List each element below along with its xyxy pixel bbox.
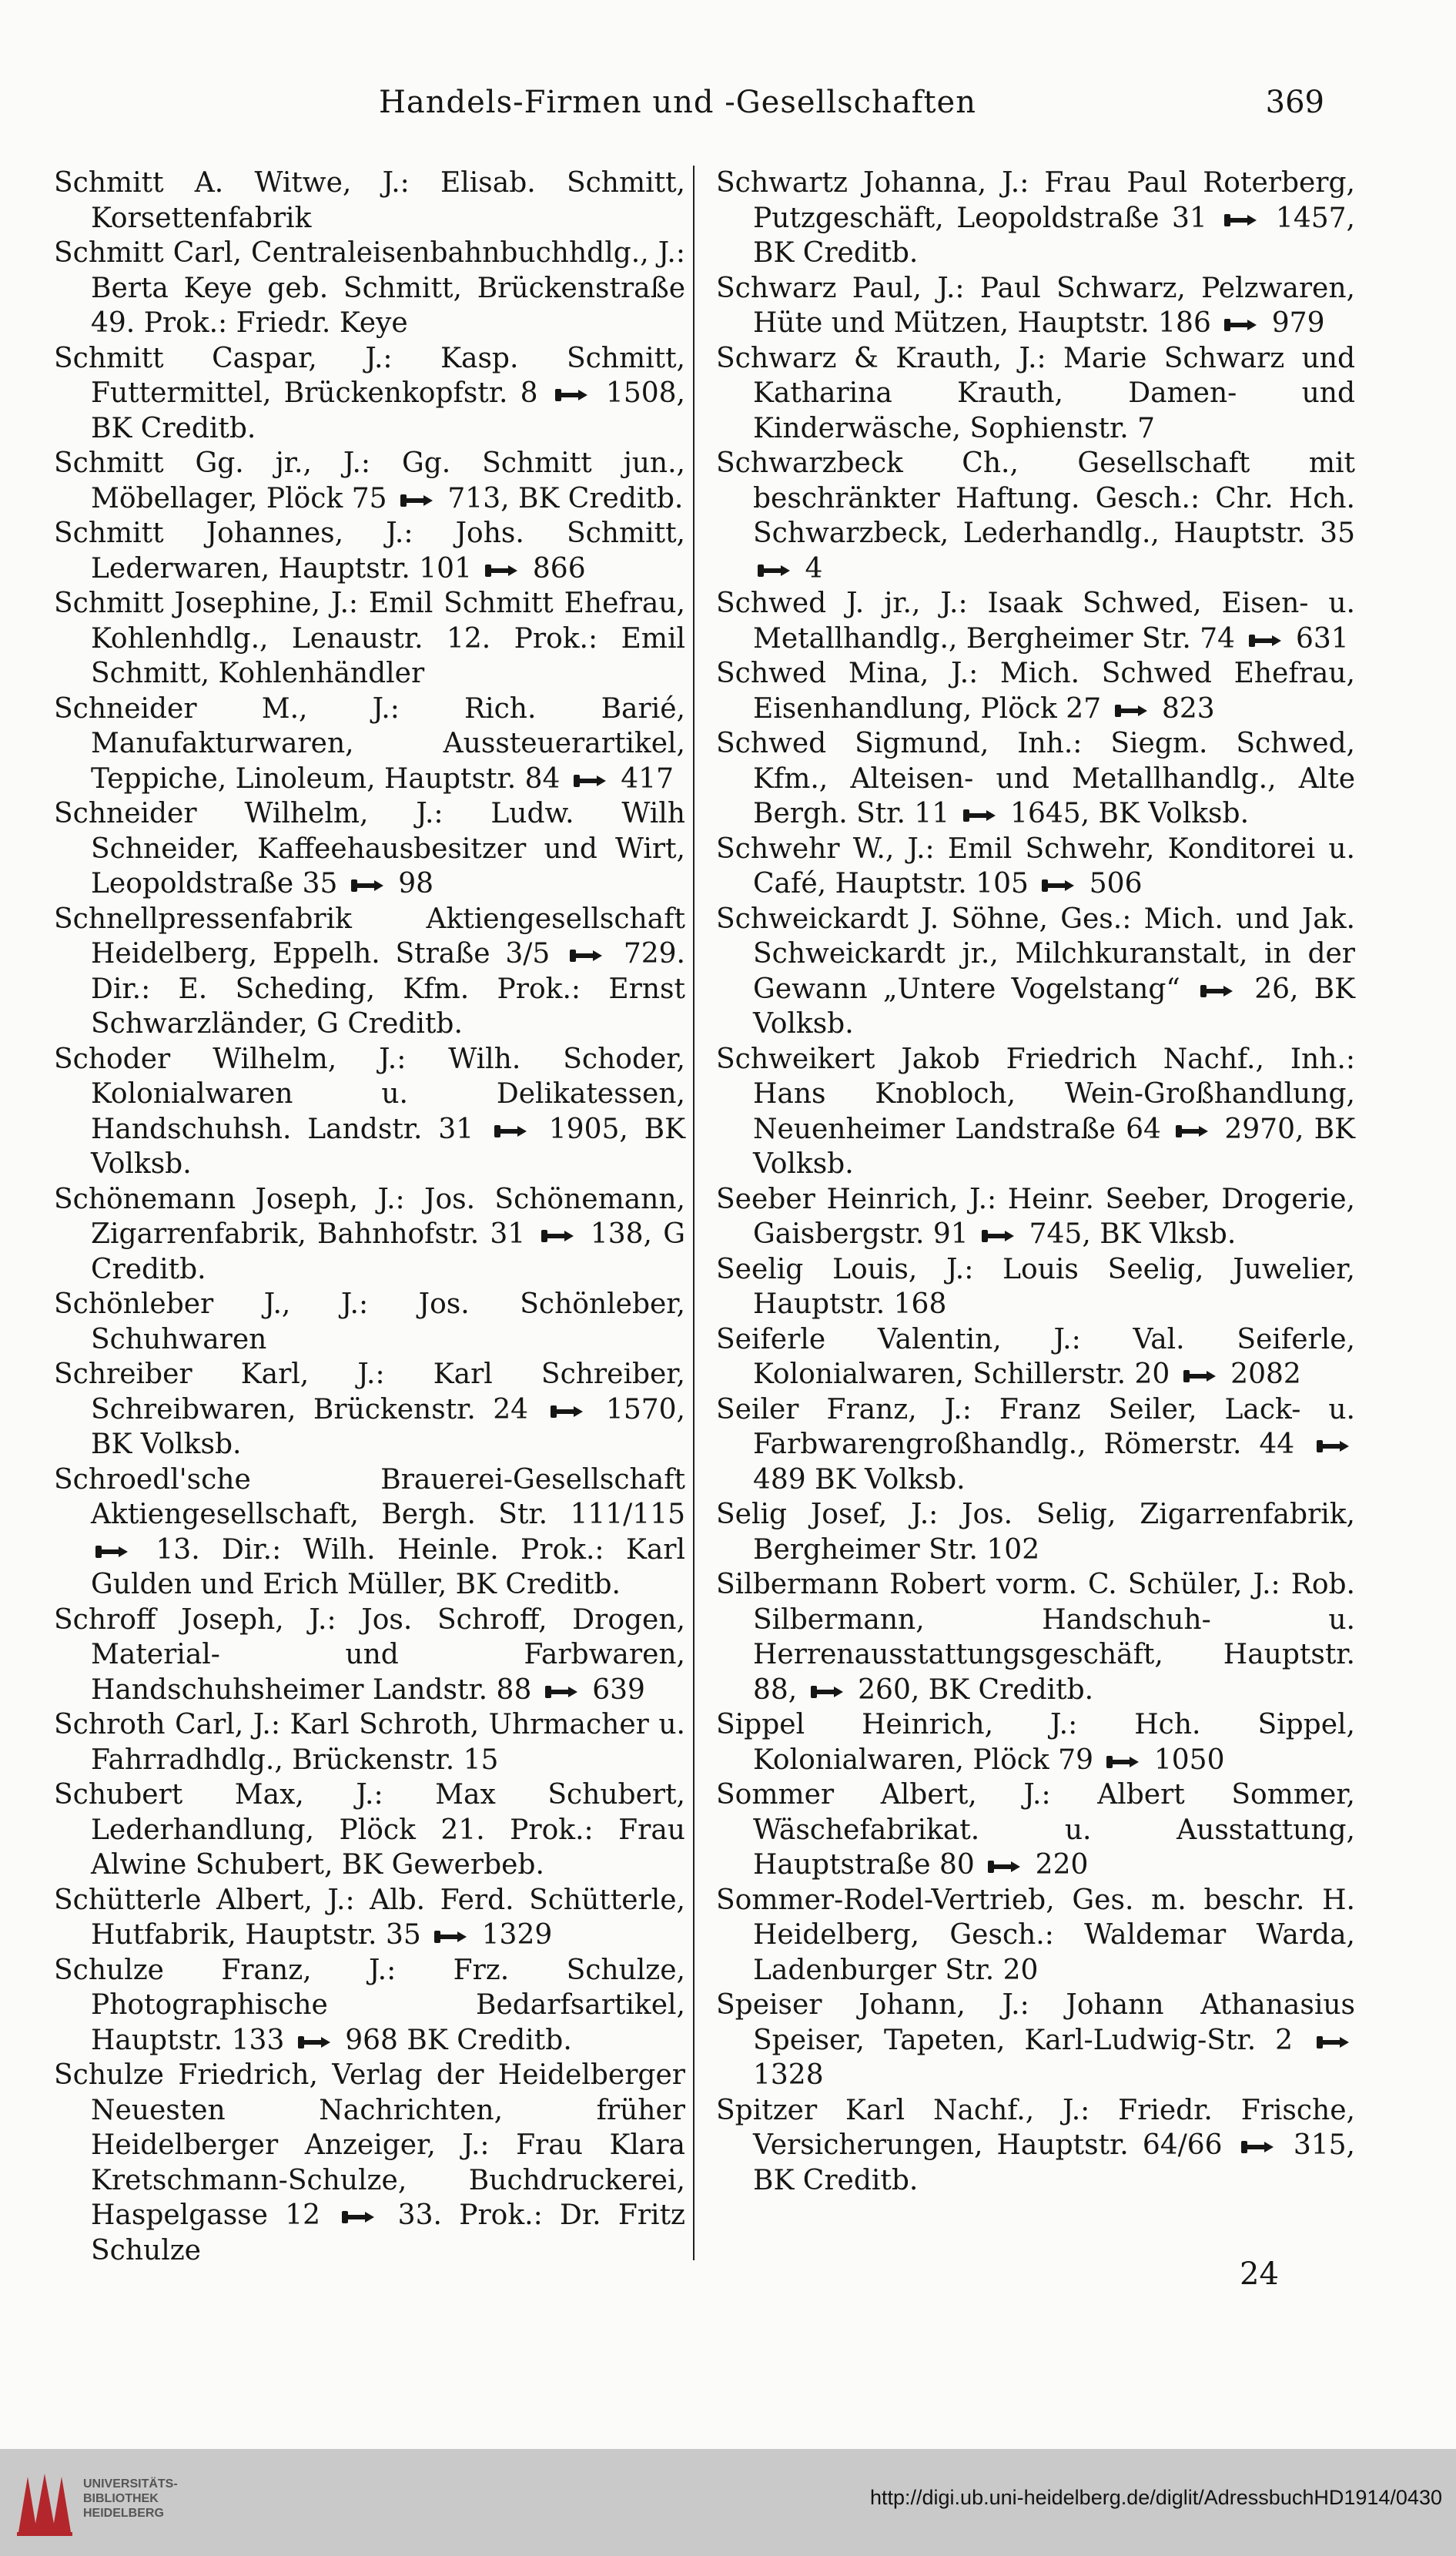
directory-entry: Seiferle Valentin, J.: Val. Seiferle, Kolonialwaren, Schillerstr. 20 2082: [716, 1323, 1355, 1390]
directory-entry: Schneider M., J.: Rich. Barié, Manufakturwaren, Aussteuerartikel, Teppiche, Linoleum, Hauptstr. 84 417: [54, 692, 685, 795]
directory-entry: Schroth Carl, J.: Karl Schroth, Uhrmacher u. Fahrradhdlg., Brückenstr. 15: [54, 1709, 685, 1776]
page-number: 369: [1265, 85, 1324, 120]
directory-entry: Schwed J. jr., J.: Isaak Schwed, Eisen- u. Metallhandlg., Bergheimer Str. 74 631: [716, 588, 1355, 655]
telephone-icon: [572, 772, 608, 789]
directory-entry: Schreiber Karl, J.: Karl Schreiber, Schreibwaren, Brückenstr. 24 1570, BK Volksb.: [54, 1358, 685, 1460]
library-name: UNIVERSITÄTS- BIBLIOTHEK HEIDELBERG: [83, 2477, 178, 2520]
directory-entry: Schwed Sigmund, Inh.: Siegm. Schwed, Kfm., Alteisen- und Metallhandlg., Alte Bergh. Str. 11 1645, BK Volksb.: [716, 728, 1355, 829]
telephone-icon: [1113, 702, 1149, 719]
telephone-icon: [1315, 2034, 1351, 2051]
directory-entry: Schwarz & Krauth, J.: Marie Schwarz und Katharina Krauth, Damen- und Kinderwäsche, Sophienstr. 7: [716, 342, 1355, 444]
directory-entry: Schwarz Paul, J.: Paul Schwarz, Pelzwaren, Hüte und Mützen, Hauptstr. 186 979: [716, 272, 1355, 339]
telephone-icon: [544, 1683, 579, 1700]
source-url-link[interactable]: http://digi.ub.uni-heidelberg.de/diglit/AdressbuchHD1914/0430: [869, 2486, 1442, 2509]
directory-entry: Sommer-Rodel-Vertrieb, Ges. m. beschr. H. Heidelberg, Gesch.: Waldemar Warda, Ladenburger Str. 20: [716, 1884, 1355, 1986]
telephone-icon: [980, 1228, 1016, 1245]
telephone-icon: [549, 1403, 584, 1420]
telephone-icon: [809, 1683, 845, 1700]
telephone-icon: [296, 2034, 332, 2051]
telephone-icon: [493, 1123, 528, 1140]
directory-entry: Schoder Wilhelm, J.: Wilh. Schoder, Kolonialwaren u. Delikatessen, Handschuhsh. Landstr. 31 1905, BK Volksb.: [54, 1043, 686, 1180]
telephone-icon: [1240, 2139, 1275, 2156]
directory-entry: Schweickardt J. Söhne, Ges.: Mich. und Jak. Schweickardt jr., Milchkuranstalt, in der Gewann „Untere Vogelstang“ 26, BK Volksb.: [716, 903, 1355, 1040]
telephone-icon: [340, 2209, 376, 2226]
directory-entry: Schnellpressenfabrik Aktiengesellschaft Heidelberg, Eppelh. Straße 3/5 729. Dir.: E. Scheding, Kfm. Prok.: Ernst Schwarzländer, G Creditb.: [54, 903, 685, 1040]
telephone-icon: [1247, 632, 1283, 649]
directory-entry: Schwed Mina, J.: Mich. Schwed Ehefrau, Eisenhandlung, Plöck 27 823: [716, 658, 1355, 725]
directory-entry: Schulze Friedrich, Verlag der Heidelberger Neuesten Nachrichten, früher Heidelberger Anzeiger, J.: Frau Klara Kretschmann-Schulze, Buchdruckerei, Haspelgasse 12 33. Prok.: Dr. Fritz Schulze: [54, 2059, 686, 2266]
directory-entry: Seeber Heinrich, J.: Heinr. Seeber, Drogerie, Gaisbergstr. 91 745, BK Vlksb.: [716, 1183, 1355, 1250]
telephone-icon: [484, 562, 519, 579]
directory-entry: Schmitt Gg. jr., J.: Gg. Schmitt jun., Möbellager, Plöck 75 713, BK Creditb.: [54, 447, 685, 514]
telephone-icon: [1174, 1123, 1210, 1140]
telephone-icon: [986, 1858, 1022, 1875]
directory-entry: Sippel Heinrich, J.: Hch. Sippel, Kolonialwaren, Plöck 79 1050: [716, 1709, 1355, 1776]
directory-entry: Schmitt Caspar, J.: Kasp. Schmitt, Futtermittel, Brückenkopfstr. 8 1508, BK Creditb.: [54, 342, 685, 444]
directory-entry: Schroff Joseph, J.: Jos. Schroff, Drogen, Material- und Farbwaren, Handschuhsheimer Landstr. 88 639: [54, 1603, 685, 1706]
page-title: Handels-Firmen und -Gesellschaften: [379, 85, 976, 120]
telephone-icon: [1040, 877, 1076, 894]
directory-entry: Speiser Johann, J.: Johann Athanasius Speiser, Tapeten, Karl-Ludwig-Str. 2 1328: [716, 1989, 1355, 2091]
directory-entry: Schwehr W., J.: Emil Schwehr, Konditorei u. Café, Hauptstr. 105 506: [716, 832, 1355, 899]
telephone-icon: [1315, 1438, 1351, 1455]
sheet-number: 24: [1240, 2256, 1279, 2292]
directory-entry: Schmitt Josephine, J.: Emil Schmitt Ehefrau, Kohlenhdlg., Lenaustr. 12. Prok.: Emil Schmitt, Kohlenhändler: [54, 588, 685, 689]
directory-entry: Seelig Louis, J.: Louis Seelig, Juwelier, Hauptstr. 168: [716, 1253, 1355, 1320]
column-divider: [693, 166, 695, 2260]
library-logo-icon[interactable]: [14, 2471, 75, 2537]
telephone-icon: [540, 1228, 575, 1245]
directory-entry: Schmitt Carl, Centraleisenbahnbuchhdlg., J.: Berta Keye geb. Schmitt, Brückenstraße 49. Prok.: Friedr. Keye: [54, 237, 685, 339]
directory-entry: Schweikert Jakob Friedrich Nachf., Inh.: Hans Knobloch, Wein-Großhandlung, Neuenheimer Landstraße 64 2970, BK Volksb.: [716, 1043, 1355, 1180]
page-header: [46, 77, 1324, 131]
directory-entry: Selig Josef, J.: Jos. Selig, Zigarrenfabrik, Bergheimer Str. 102: [716, 1499, 1355, 1566]
digitization-footer: [0, 2449, 1456, 2556]
directory-entry: Sommer Albert, J.: Albert Sommer, Wäschefabrikat. u. Ausstattung, Hauptstraße 80 220: [716, 1779, 1355, 1881]
telephone-icon: [1223, 212, 1258, 229]
telephone-icon: [756, 562, 792, 579]
telephone-icon: [962, 807, 997, 824]
directory-entry: Silbermann Robert vorm. C. Schüler, J.: Rob. Silbermann, Handschuh- u. Herrenausstattungsgeschäft, Hauptstr. 88, 260, BK Creditb.: [716, 1569, 1355, 1706]
telephone-icon: [94, 1543, 129, 1560]
telephone-icon: [350, 877, 385, 894]
telephone-icon: [433, 1928, 468, 1945]
telephone-icon: [399, 492, 434, 509]
directory-entry: Schmitt A. Witwe, J.: Elisab. Schmitt, Korsettenfabrik: [54, 167, 685, 234]
telephone-icon: [1105, 1754, 1140, 1770]
directory-entry: Schubert Max, J.: Max Schubert, Lederhandlung, Plöck 21. Prok.: Frau Alwine Schubert, BK Gewerbeb.: [54, 1779, 685, 1881]
telephone-icon: [568, 947, 604, 964]
telephone-icon: [1223, 317, 1258, 333]
directory-entry: Schönemann Joseph, J.: Jos. Schönemann, Zigarrenfabrik, Bahnhofstr. 31 138, G Creditb.: [54, 1183, 685, 1285]
directory-entry: Schönleber J., J.: Jos. Schönleber, Schuhwaren: [54, 1288, 685, 1355]
directory-entry: Schwartz Johanna, J.: Frau Paul Roterberg, Putzgeschäft, Leopoldstraße 31 1457, BK Creditb.: [716, 167, 1355, 269]
directory-entry: Schwarzbeck Ch., Gesellschaft mit beschränkter Haftung. Gesch.: Chr. Hch. Schwarzbeck, Lederhandlg., Hauptstr. 35 4: [716, 447, 1355, 585]
telephone-icon: [1199, 983, 1234, 1000]
left-column: [54, 166, 685, 2268]
directory-entry: Seiler Franz, J.: Franz Seiler, Lack- u. Farbwarengroßhandlg., Römerstr. 44 489 BK Volksb.: [716, 1393, 1355, 1496]
directory-entry: Schütterle Albert, J.: Alb. Ferd. Schütterle, Hutfabrik, Hauptstr. 35 1329: [54, 1884, 685, 1951]
directory-entry: Schneider Wilhelm, J.: Ludw. Wilh Schneider, Kaffeehausbesitzer und Wirt, Leopoldstraße 35 98: [54, 798, 685, 899]
directory-entry: Schulze Franz, J.: Frz. Schulze, Photographische Bedarfsartikel, Hauptstr. 133 968 BK Creditb.: [54, 1954, 685, 2056]
directory-entry: Schroedl'sche Brauerei-Gesellschaft Aktiengesellschaft, Bergh. Str. 111/115 13. Dir.: Wilh. Heinle. Prok.: Karl Gulden und Erich Müller, BK Creditb.: [54, 1463, 685, 1600]
telephone-icon: [554, 387, 589, 404]
directory-entry: Schmitt Johannes, J.: Johs. Schmitt, Lederwaren, Hauptstr. 101 866: [54, 518, 685, 585]
directory-entry: Spitzer Karl Nachf., J.: Friedr. Frische, Versicherungen, Hauptstr. 64/66 315, BK Creditb.: [716, 2094, 1355, 2196]
right-column: [716, 166, 1355, 2198]
telephone-icon: [1182, 1368, 1217, 1385]
